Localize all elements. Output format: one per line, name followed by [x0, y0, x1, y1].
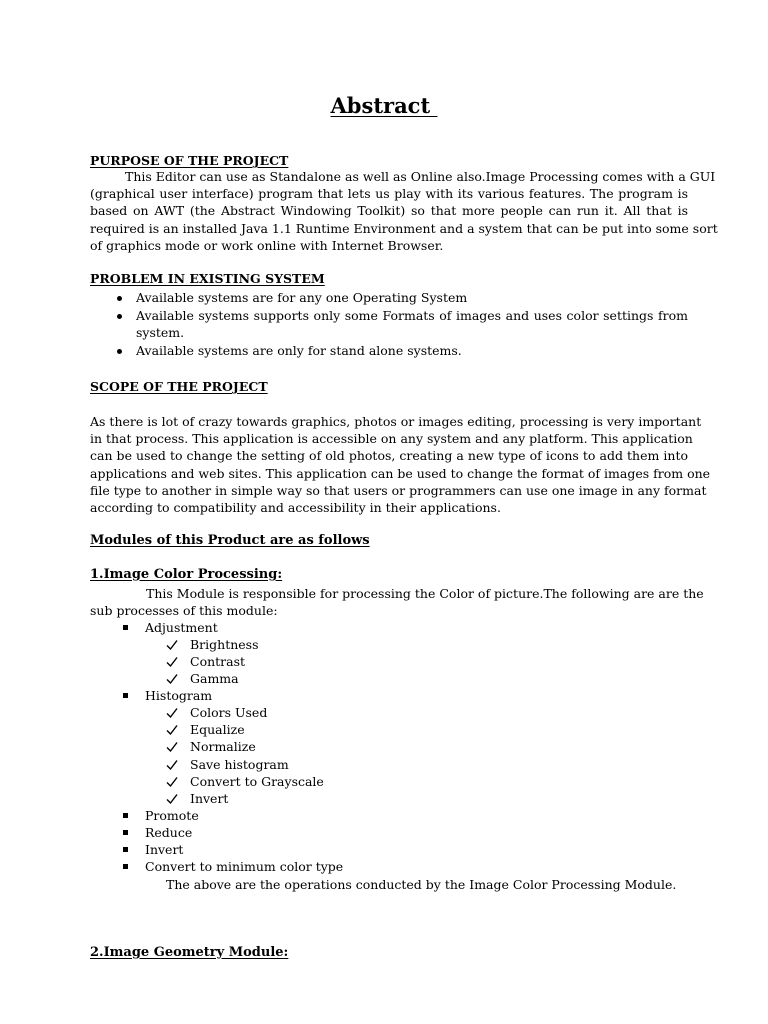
problem-bullet: Available systems are for any one Operating System [136, 290, 468, 305]
module1-item: Reduce [145, 825, 193, 840]
square-bullet-icon [123, 864, 128, 869]
checkmark-icon [166, 673, 178, 685]
checkmark-icon [166, 707, 178, 719]
scope-heading: SCOPE OF THE PROJECT [90, 379, 268, 394]
module1-intro-line: sub processes of this module: [90, 603, 278, 619]
purpose-line: required is an installed Java 1.1 Runtime Environment and a system that can be put into some sort [90, 220, 718, 236]
square-bullet-icon [123, 693, 128, 698]
adjustment-item: Brightness [190, 637, 259, 652]
bullet-icon [117, 296, 122, 301]
purpose-paragraph [90, 168, 718, 254]
purpose-heading: PURPOSE OF THE PROJECT [90, 153, 289, 168]
module2-heading: 2.Image Geometry Module: [90, 945, 289, 960]
checkmark-icon [166, 776, 178, 788]
purpose-line: (graphical user interface) program that lets us play with its various features. The program is [90, 186, 688, 202]
square-bullet-icon [123, 813, 128, 818]
problem-heading: PROBLEM IN EXISTING SYSTEM [90, 271, 325, 286]
scope-line: As there is lot of crazy towards graphics, photos or images editing, processing is very important [90, 414, 702, 429]
histogram-item: Normalize [190, 739, 256, 754]
square-bullet-icon [123, 625, 128, 630]
module1-closing: The above are the operations conducted by the Image Color Processing Module. [166, 877, 677, 892]
purpose-line: based on AWT (the Abstract Windowing Toolkit) so that more people can run it. All that is [90, 203, 688, 219]
checkmark-icon [166, 724, 178, 736]
scope-line: file type to another in simple way so that users or programmers can use one image in any format [90, 482, 707, 498]
module1-heading: 1.Image Color Processing: [90, 567, 283, 582]
scope-line: according to compatibility and accessibility in their applications. [90, 500, 501, 516]
module1-item: Promote [145, 808, 199, 823]
scope-line: applications and web sites. This application can be used to change the format of images from one [90, 465, 711, 481]
histogram-item: Equalize [190, 722, 245, 737]
adjustment-item: Gamma [190, 671, 239, 686]
checkmark-icon [166, 741, 178, 753]
scope-line: can be used to change the setting of old photos, creating a new type of icons to add them into [90, 448, 688, 464]
histogram-label: Histogram [145, 688, 213, 703]
bullet-icon [117, 349, 122, 354]
module1-intro-line: This Module is responsible for processing the Color of picture.The following are are the [146, 586, 704, 601]
checkmark-icon [166, 793, 178, 805]
scope-line: in that process. This application is accessible on any system and any platform. This application [90, 431, 693, 447]
histogram-item: Save histogram [190, 757, 289, 772]
problem-bullet: Available systems are only for stand alone systems. [136, 343, 462, 358]
purpose-line: of graphics mode or work online with Internet Browser. [90, 237, 444, 253]
checkmark-icon [166, 639, 178, 651]
problem-bullet-continuation: system. [136, 325, 185, 340]
square-bullet-icon [123, 847, 128, 852]
modules-heading: Modules of this Product are as follows [90, 533, 370, 548]
checkmark-icon [166, 656, 178, 668]
module1-intro [90, 585, 704, 619]
histogram-item: Convert to Grayscale [190, 774, 324, 789]
module1-item: Convert to minimum color type [145, 859, 344, 874]
adjustment-label: Adjustment [145, 620, 218, 635]
histogram-item: Colors Used [190, 705, 268, 720]
bullet-icon [117, 314, 122, 319]
problem-bullet: Available systems supports only some Formats of images and uses color settings from [136, 308, 688, 323]
purpose-line: This Editor can use as Standalone as well as Online also.Image Processing comes with a GUI [125, 169, 716, 184]
scope-paragraph [90, 413, 711, 516]
checkmark-icon [166, 759, 178, 771]
page-title: Abstract [330, 93, 438, 118]
square-bullet-icon [123, 830, 128, 835]
adjustment-item: Contrast [190, 654, 246, 669]
histogram-item: Invert [190, 791, 229, 806]
module1-item: Invert [145, 842, 184, 857]
